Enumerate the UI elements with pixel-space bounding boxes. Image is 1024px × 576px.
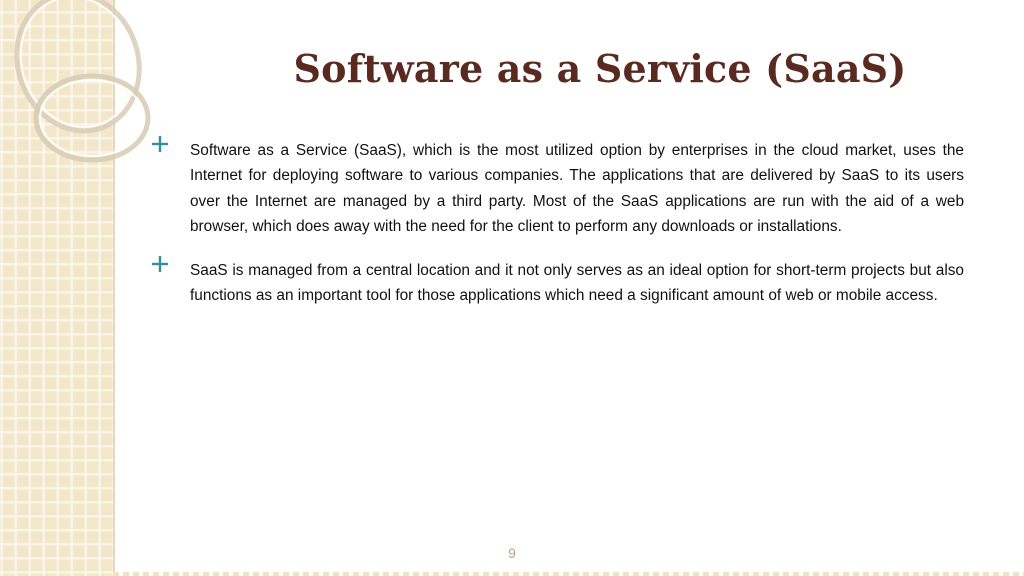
- page-number: 9: [508, 545, 516, 561]
- bullet-list: [150, 138, 964, 326]
- bullet-text: SaaS is managed from a central location and it not only serves as an ideal option for short-term projects but also functions as an important tool for those applications which need a significant amount of web or mobile access.: [190, 261, 964, 305]
- list-item: [150, 258, 964, 309]
- bottom-decorative-band: [113, 572, 1024, 576]
- list-item: [150, 138, 964, 240]
- plus-icon: [150, 134, 170, 154]
- bullet-text: Software as a Service (SaaS), which is the most utilized option by enterprises in the cloud market, uses the Internet for deploying software to various companies. The applications that are delivered by SaaS to its users over the Internet are managed by a third party. Most of the SaaS applications are run with the aid of a web browser, which does away with the need for the client to perform any downloads or installations.: [190, 142, 964, 236]
- slide-title: Software as a Service (SaaS): [293, 46, 907, 91]
- plus-icon: [150, 254, 170, 274]
